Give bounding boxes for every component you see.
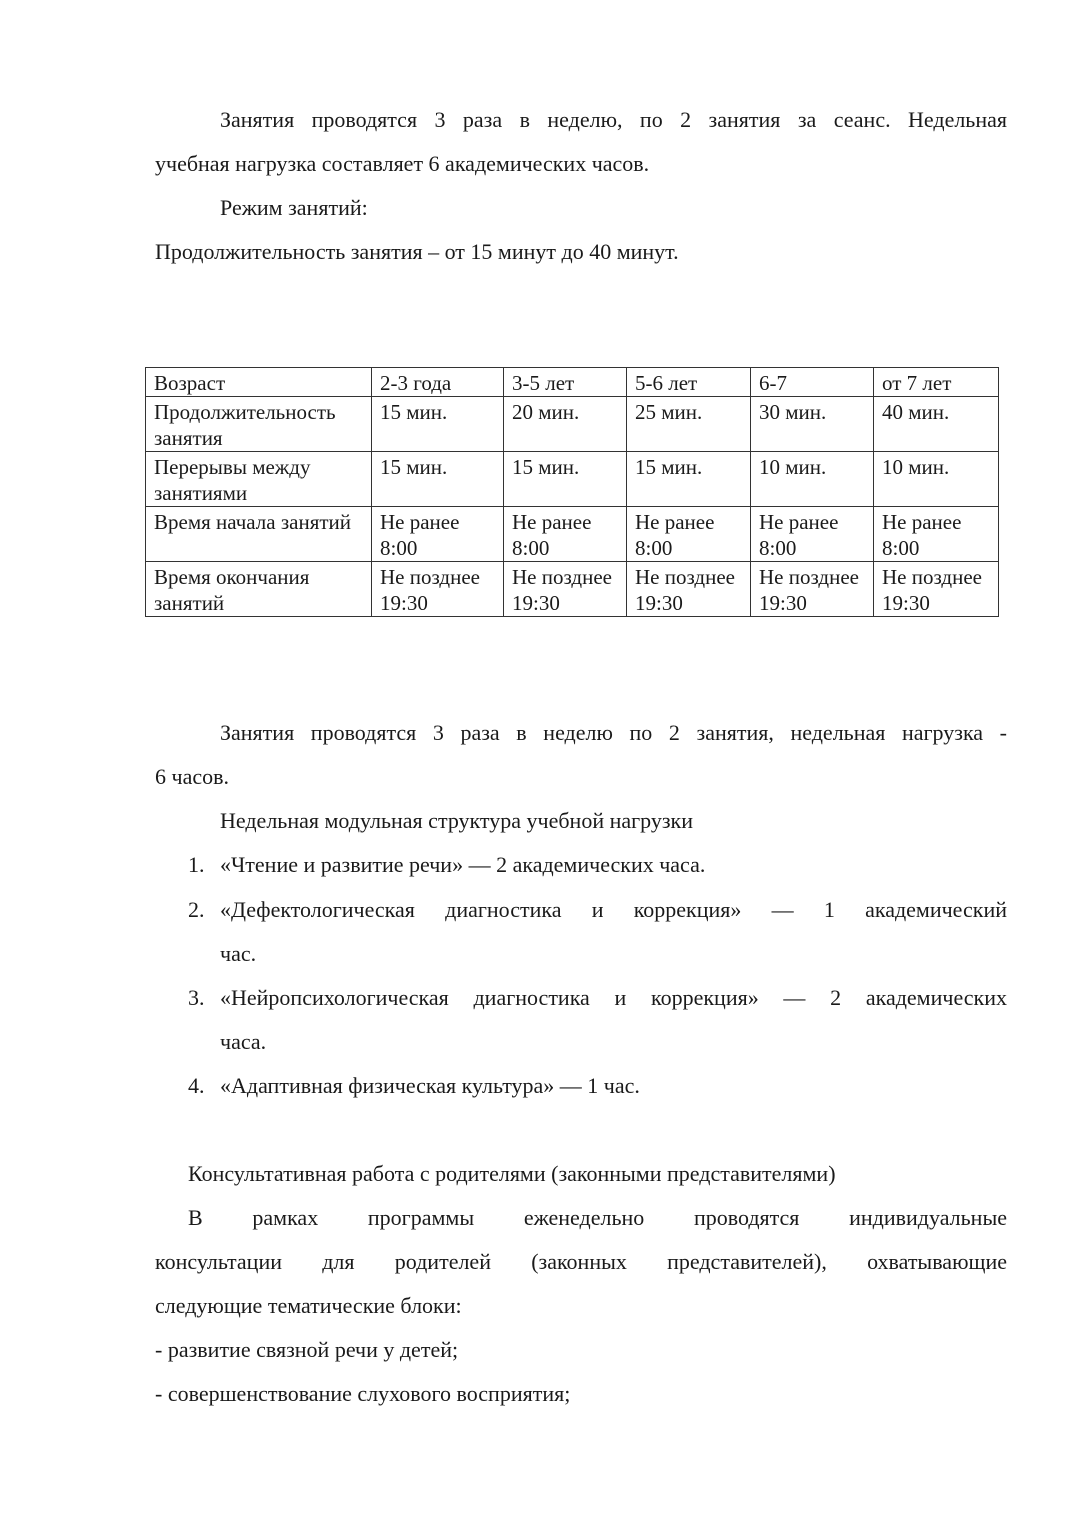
paragraph-load-line-1: Занятия проводятся 3 раза в неделю по 2 занятия, недельная нагрузка - [220, 720, 1007, 745]
list-number: 4. [188, 1073, 205, 1098]
duration-line: Продолжительность занятия – от 15 минут до 40 минут. [155, 239, 679, 264]
consult-line-3: следующие тематические блоки: [155, 1293, 462, 1318]
list-number: 2. [188, 897, 205, 922]
table-cell: 25 мин. [627, 397, 751, 452]
consult-heading: Консультативная работа с родителями (законными представителями) [188, 1161, 836, 1186]
schedule-table [145, 367, 999, 617]
table-cell: Не позднее 19:30 [751, 562, 874, 617]
table-cell: Возраст [146, 368, 372, 397]
table-cell: 30 мин. [751, 397, 874, 452]
list-item: «Нейропсихологическая диагностика и коррекция» — 2 академических [220, 985, 1007, 1010]
consult-line-1: В рамках программы еженедельно проводятся индивидуальные [188, 1205, 1007, 1230]
list-item: «Дефектологическая диагностика и коррекция» — 1 академический [220, 897, 1007, 922]
table-row [146, 397, 999, 452]
bullet-item: - развитие связной речи у детей; [155, 1337, 459, 1362]
list-item: «Чтение и развитие речи» — 2 академических часа. [220, 852, 706, 877]
paragraph-schedule-line-2: учебная нагрузка составляет 6 академических часов. [155, 151, 650, 176]
table-cell: 10 мин. [874, 452, 999, 507]
table-cell: Не позднее 19:30 [627, 562, 751, 617]
table-row [146, 562, 999, 617]
table-cell: 15 мин. [504, 452, 627, 507]
table-cell: 15 мин. [372, 397, 504, 452]
table-row [146, 368, 999, 397]
table-row [146, 507, 999, 562]
table-cell: Не ранее 8:00 [504, 507, 627, 562]
table-cell: 6-7 [751, 368, 874, 397]
table-cell: Не ранее 8:00 [874, 507, 999, 562]
list-number: 3. [188, 985, 205, 1010]
list-item: «Адаптивная физическая культура» — 1 час. [220, 1073, 640, 1098]
table-cell: 15 мин. [372, 452, 504, 507]
table-cell: Не позднее 19:30 [874, 562, 999, 617]
paragraph-schedule-line-1: Занятия проводятся 3 раза в неделю, по 2 занятия за сеанс. Недельная [220, 107, 1007, 132]
table-cell: Не ранее 8:00 [372, 507, 504, 562]
modules-heading: Недельная модульная структура учебной нагрузки [220, 808, 694, 833]
table-cell: 40 мин. [874, 397, 999, 452]
table-cell: Время окончания занятий [146, 562, 372, 617]
list-item-continuation: час. [220, 941, 257, 966]
table-cell: от 7 лет [874, 368, 999, 397]
table-row [146, 452, 999, 507]
table-cell: Не ранее 8:00 [627, 507, 751, 562]
table-cell: 10 мин. [751, 452, 874, 507]
paragraph-load-line-2: 6 часов. [155, 764, 229, 789]
table-cell: 20 мин. [504, 397, 627, 452]
consult-line-2: консультации для родителей (законных представителей), охватывающие [155, 1249, 1007, 1274]
table-cell: Продолжительность занятия [146, 397, 372, 452]
table-cell: 3-5 лет [504, 368, 627, 397]
table-cell: Не позднее 19:30 [372, 562, 504, 617]
regime-heading: Режим занятий: [220, 195, 368, 220]
table-cell: 2-3 года [372, 368, 504, 397]
list-item-continuation: часа. [220, 1029, 267, 1054]
bullet-item: - совершенствование слухового восприятия; [155, 1381, 571, 1406]
table-cell: Время начала занятий [146, 507, 372, 562]
list-number: 1. [188, 852, 205, 877]
table-cell: Перерывы между занятиями [146, 452, 372, 507]
table-cell: Не позднее 19:30 [504, 562, 627, 617]
table-cell: 5-6 лет [627, 368, 751, 397]
table-cell: Не ранее 8:00 [751, 507, 874, 562]
table-cell: 15 мин. [627, 452, 751, 507]
